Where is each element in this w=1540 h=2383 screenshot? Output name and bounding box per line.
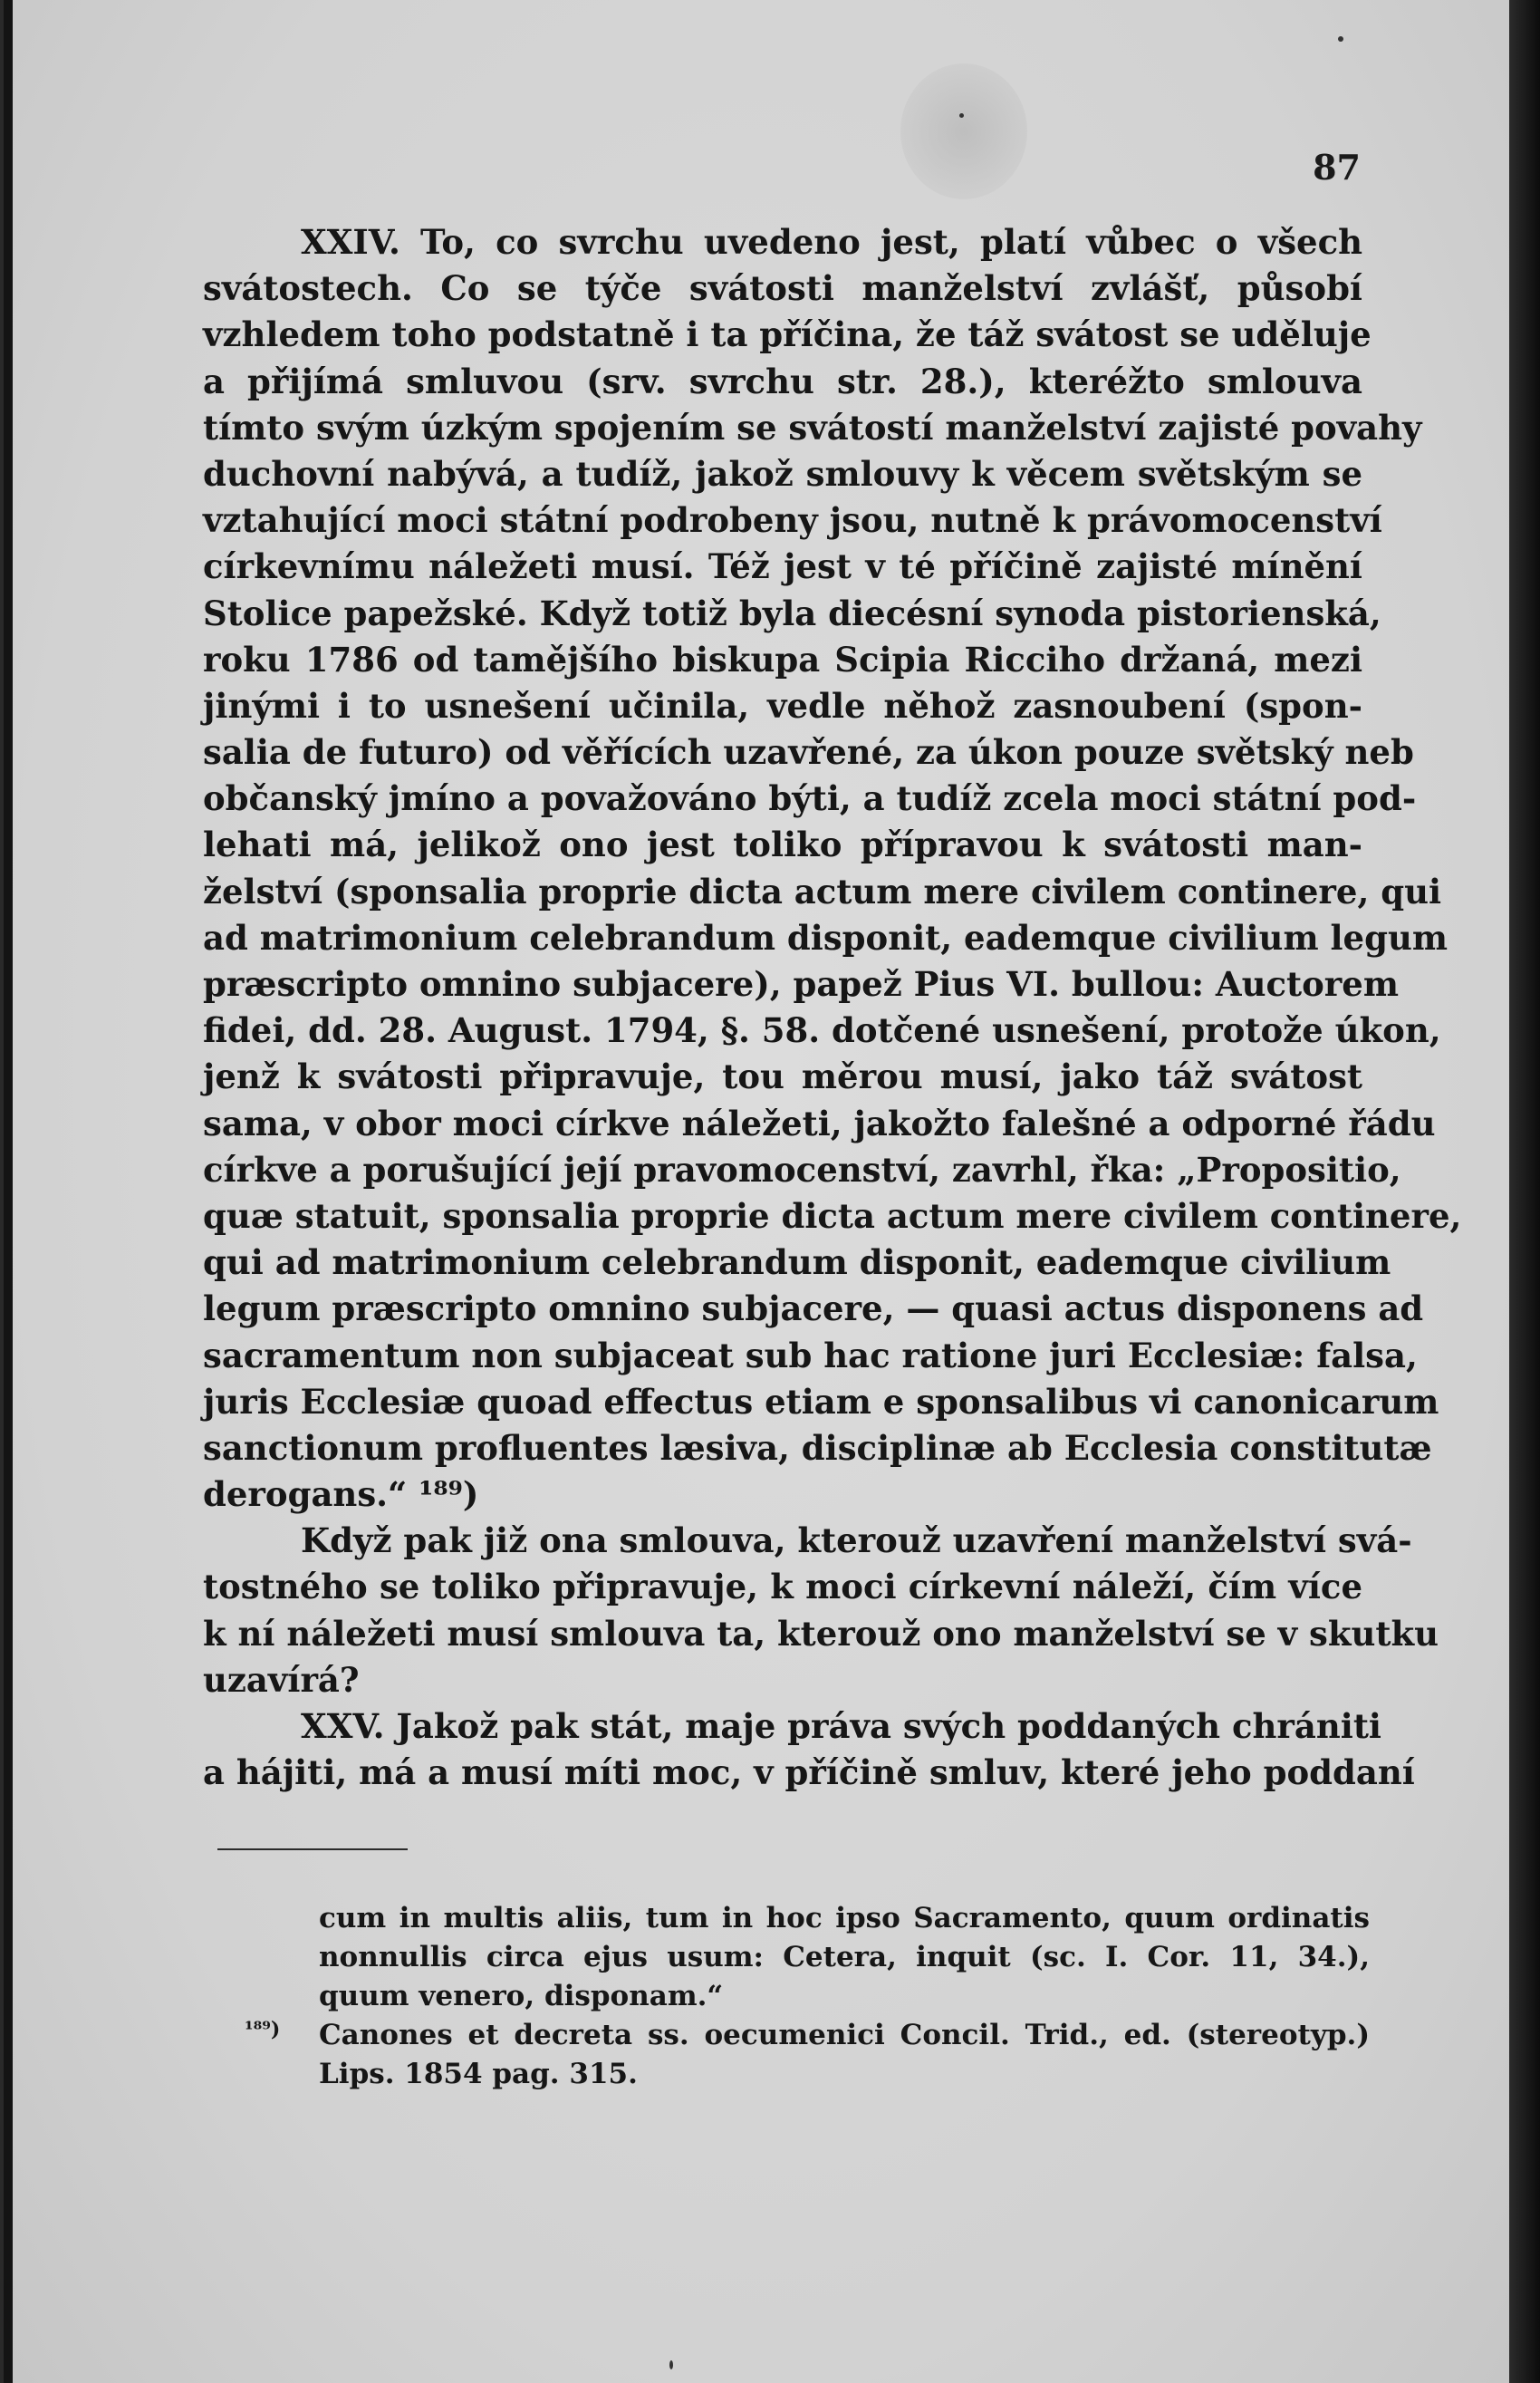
text-line: tostného se toliko připravuje, k moci církevní náleží, čím více bbox=[203, 1567, 1362, 1607]
page-left-edge bbox=[0, 0, 4, 2383]
footnote-189 bbox=[245, 2016, 1370, 2055]
text-line: želství (sponsalia proprie dicta actum mere civilem continere, qui bbox=[203, 871, 1442, 912]
text-line: qui ad matrimonium celebrandum disponit, eademque civilium bbox=[203, 1242, 1391, 1283]
text-line: Když pak již ona smlouva, kterouž uzavření manželství svá- bbox=[301, 1520, 1412, 1561]
text-line: sama, v obor moci církve náležeti, jakožto falešné a odporné řádu bbox=[203, 1103, 1436, 1143]
footnote-marker: ¹⁸⁹) bbox=[245, 2018, 281, 2041]
text-line: tímto svým úzkým spojením se svátostí manželství zajisté povahy bbox=[203, 407, 1422, 448]
footnote-line: quum venero, disponam.“ bbox=[319, 1980, 724, 2012]
text-line: XXV. Jakož pak stát, maje práva svých poddaných chrániti bbox=[301, 1706, 1381, 1746]
body-text bbox=[203, 219, 1462, 1796]
text-line: legum præscripto omnino subjacere, — quasi actus disponens ad bbox=[203, 1288, 1424, 1329]
text-line: jinými i to usnešení učinila, vedle něhož zasnoubení (spon- bbox=[203, 685, 1362, 726]
text-line: a přijímá smluvou (srv. svrchu str. 28.), kteréžto smlouva bbox=[203, 361, 1362, 401]
text-line: quæ statuit, sponsalia proprie dicta actum mere civilem continere, bbox=[203, 1195, 1462, 1236]
text-line: svátostech. Co se týče svátosti manželství zvlášť, působí bbox=[203, 268, 1362, 309]
footnote-rule bbox=[217, 1848, 408, 1850]
ink-speck bbox=[959, 113, 964, 118]
text-line: XXIV. To, co svrchu uvedeno jest, platí vůbec o všech bbox=[301, 222, 1362, 262]
text-line: vzhledem toho podstatně i ta příčina, že táž svátost se uděluje bbox=[203, 314, 1372, 355]
page-number: 87 bbox=[1313, 147, 1361, 188]
text-line: Stolice papežské. Když totiž byla diecésní synoda pistorienská, bbox=[203, 593, 1381, 633]
text-line: duchovní nabývá, a tudíž, jakož smlouvy k věcem světským se bbox=[203, 453, 1362, 494]
text-line: roku 1786 od tamějšího biskupa Scipia Ricciho držaná, mezi bbox=[203, 639, 1362, 680]
text-line: sanctionum profluentes læsiva, disciplinæ ab Ecclesia constitutæ bbox=[203, 1427, 1432, 1468]
footnote-line: cum in multis aliis, tum in hoc ipso Sacramento, quum ordinatis bbox=[319, 1902, 1370, 1934]
page-sheet bbox=[13, 0, 1509, 2383]
ink-speck bbox=[1338, 36, 1343, 42]
text-line: a hájiti, má a musí míti moc, v příčině smluv, které jeho poddaní bbox=[203, 1752, 1415, 1793]
text-line: církve a porušující její pravomocenství, zavrhl, řka: „Propositio, bbox=[203, 1149, 1401, 1190]
text-line: vztahující moci státní podrobeny jsou, nutně k právomocenství bbox=[203, 500, 1382, 541]
footnote-line: Lips. 1854 pag. 315. bbox=[319, 2058, 638, 2090]
footnotes bbox=[245, 1899, 1370, 2094]
text-line: præscripto omnino subjacere), papež Pius VI. bullou: Auctorem bbox=[203, 964, 1399, 1004]
paper-smudge bbox=[900, 63, 1027, 199]
text-line: juris Ecclesiæ quoad effectus etiam e sponsalibus vi canonicarum bbox=[203, 1381, 1439, 1422]
text-line: církevnímu náležeti musí. Též jest v té příčině zajisté mínění bbox=[203, 546, 1362, 587]
text-line: fidei, dd. 28. August. 1794, §. 58. dotčené usnešení, protože úkon, bbox=[203, 1010, 1441, 1051]
text-line: lehati má, jelikož ono jest toliko přípravou k svátosti man- bbox=[203, 825, 1362, 865]
text-line: k ní náležeti musí smlouva ta, kterouž ono manželství se v skutku bbox=[203, 1613, 1439, 1654]
text-line: sacramentum non subjaceat sub hac ratione juri Ecclesiæ: falsa, bbox=[203, 1335, 1418, 1375]
text-line: ad matrimonium celebrandum disponit, eademque civilium legum bbox=[203, 917, 1449, 958]
text-line: salia de futuro) od věřících uzavřené, za úkon pouze světský neb bbox=[203, 732, 1414, 773]
text-line: občanský jmíno a považováno býti, a tudíž zcela moci státní pod- bbox=[203, 778, 1417, 819]
ink-speck bbox=[669, 2360, 673, 2369]
footnote-line: Canones et decreta ss. oecumenici Concil. Trid., ed. (stereotyp.) bbox=[319, 2019, 1370, 2051]
text-line: jenž k svátosti připravuje, tou měrou musí, jako táž svátost bbox=[203, 1056, 1362, 1097]
text-line: uzavírá? bbox=[203, 1659, 360, 1700]
page-right-edge bbox=[1509, 0, 1540, 2383]
footnote-line: nonnullis circa ejus usum: Cetera, inquit (sc. I. Cor. 11, 34.), bbox=[319, 1941, 1370, 1973]
text-line: derogans.“ ¹⁸⁹) bbox=[203, 1474, 479, 1515]
